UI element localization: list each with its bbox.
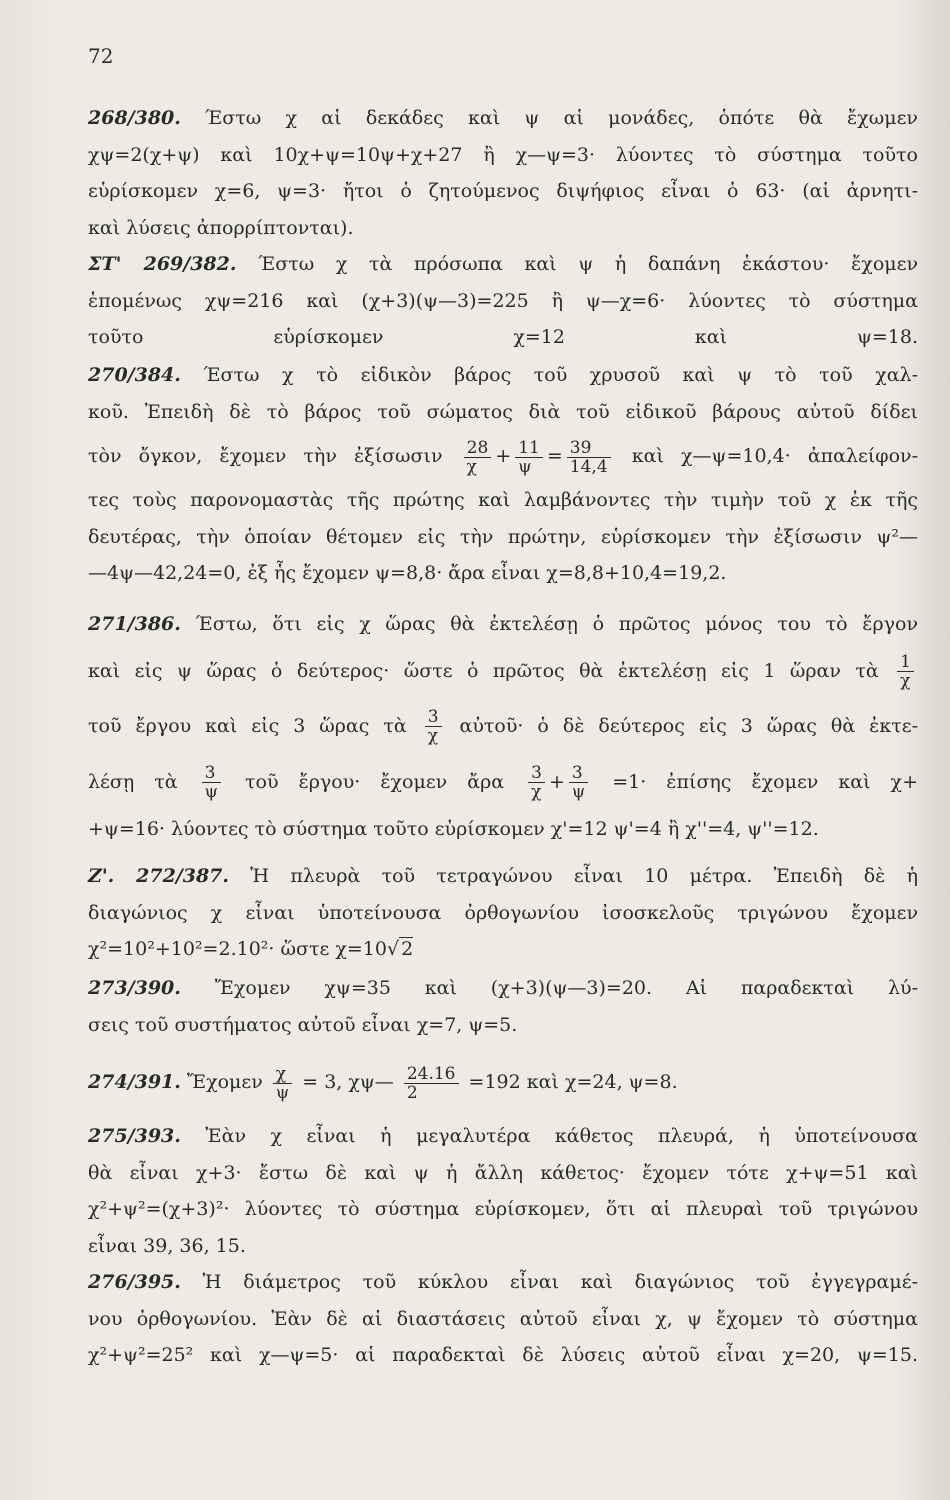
fraction: $\frac{3}{\chi}$ [528, 764, 545, 801]
text-line: Ἡ διάμετρος τοῦ κύκλου εἶναι καὶ διαγώνιος τοῦ ἐγγεγραμέ- [202, 1271, 918, 1293]
problem-label: 276/395. [88, 1271, 181, 1293]
text-line: κοῦ. Ἐπειδὴ δὲ τὸ βάρος τοῦ σώματος διὰ τοῦ εἰδικοῦ βάρους αὐτοῦ δίδει [88, 400, 918, 423]
text-line: τοῦτο εὑρίσκομεν χ=12 καὶ ψ=18. [88, 326, 918, 348]
fraction: $\frac{1}{\chi}$ [897, 653, 914, 690]
text-line: τοῦ ἔργου· ἔχομεν ἄρα [245, 770, 505, 793]
text-line: εὑρίσκομεν χ=6, ψ=3· ἤτοι ὁ ζητούμενος διψήφιος εἶναι ὁ 63· (αἱ ἀρνητι- [88, 180, 918, 202]
fraction: $\frac{3}{\psi}$ [569, 764, 588, 801]
problem-label: 275/393. [88, 1125, 181, 1147]
text-line: λέσῃ τὰ [88, 770, 178, 793]
problem-270: 270/384. Έστω χ τὸ εἰδικὸν βάρος τοῦ χρυσοῦ καὶ ψ τὸ τοῦ χαλ- κοῦ. Ἐπειδὴ δὲ τὸ βάρος τοῦ σώματος διὰ τοῦ εἰδικοῦ βάρους αὐτοῦ δίδει τὸν ὄγκον, ἔχομεν τὴν ἐξίσωσιν $\frac{28}{\chi}$ + $\frac{11}{\psi}$ = $\frac{39}{14,4}$ καὶ χ—ψ=10,4· ἀπαλείφον- τες τοὺς παρονομαστὰς τῆς πρώτης καὶ λαμβάνοντες τὴν τιμὴν τοῦ χ ἐκ τῆς δευτέρας, τὴν ὁποίαν θέτομεν εἰς τὴν πρώτην, εὑρίσκομεν τὴν ἐξίσωσιν ψ²— —4ψ—42,24=0, ἐξ ἧς ἔχομεν ψ=8,8· ἄρα εἶναι χ=8,8+10,4=19,2. [88, 357, 918, 592]
text-line: καὶ εἰς ψ ὥρας ὁ δεύτερος· ὥστε ὁ πρῶτος θὰ ἐκτελέσῃ εἰς 1 ὥραν τὰ [88, 659, 879, 682]
problem-275 [88, 1118, 918, 1264]
problem-label: 273/390. [88, 977, 181, 999]
text-line: Ἔχομεν χψ=35 καὶ (χ+3)(ψ—3)=20. Αἱ παραδεκταὶ λύ- [214, 977, 919, 999]
text-line: τοῦ ἔργου καὶ εἰς 3 ὥρας τὰ [88, 714, 407, 737]
text-line: καὶ χ—ψ=10,4· ἀπαλείφον- [631, 445, 919, 467]
text-line: —4ψ—42,24=0, ἐξ ἧς ἔχομεν ψ=8,8· ἄρα εἶναι χ=8,8+10,4=19,2. [88, 562, 727, 584]
problem-271: 271/386. Έστω, ὅτι εἰς χ ὥρας θὰ ἐκτελέσῃ ὁ πρῶτος μόνος του τὸ ἔργον καὶ εἰς ψ ὥρας ὁ δεύτερος· ὥστε ὁ πρῶτος θὰ ἐκτελέσῃ εἰς 1 ὥραν τὰ $\frac{1}{\chi}$ τοῦ ἔργου καὶ εἰς 3 ὥρας τὰ $\frac{3}{\chi}$ αὐτοῦ· ὁ δὲ δεύτερος εἰς 3 ὥρας θὰ ἐκτε- λέσῃ τὰ $\frac{3}{\psi}$ τοῦ ἔργου· ἔχομεν ἄρα $\frac{3}{\chi}$ + $\frac{3}{\psi}$ =1· ἐπίσης ἔχομεν καὶ χ+ +ψ=16· λύοντες τὸ σύστημα τοῦτο εὑρίσκομεν χ'=12 ψ'=4 ἢ χ''=4, ψ''=12. [88, 606, 918, 847]
text-line: +ψ=16· λύοντες τὸ σύστημα τοῦτο εὑρίσκομεν χ'=12 ψ'=4 ἢ χ''=4, ψ''=12. [88, 817, 819, 840]
text-line: αὐτοῦ· ὁ δὲ δεύτερος εἰς 3 ὥρας θὰ ἐκτε- [459, 714, 919, 737]
problem-label: ΣΤ' 269/382. [88, 253, 237, 275]
problem-269 [88, 246, 918, 356]
problem-274 [88, 1054, 918, 1110]
problem-label: 268/380. [88, 107, 181, 129]
problem-label: 271/386. [88, 613, 181, 635]
fraction: $\frac{24.16}{2}$ [404, 1065, 459, 1102]
text-line: Έστω χ τὰ πρόσωπα καὶ ψ ἡ δαπάνη ἑκάστου· ἔχομεν [258, 253, 918, 275]
text-line: Ἔχομεν [186, 1071, 263, 1093]
text-line: σεις τοῦ συστήματος αὐτοῦ εἶναι χ=7, ψ=5. [88, 1013, 518, 1036]
text-line: εἶναι 39, 36, 15. [88, 1234, 246, 1257]
fraction: $\frac{\chi}{\psi}$ [273, 1065, 292, 1102]
text-line: =192 καὶ χ=24, ψ=8. [468, 1071, 678, 1093]
text-line: = 3, χψ— [302, 1071, 394, 1093]
text-line: χ²=10²+10²=2.10²· ὥστε χ=10√ [88, 938, 400, 960]
problem-label: 274/391. [88, 1071, 181, 1093]
text-line: =1· ἐπίσης ἔχομεν καὶ χ+ [612, 770, 918, 793]
text-line: χ²+ψ²=25² καὶ χ—ψ=5· αἱ παραδεκταὶ δὲ λύσεις αὐτοῦ εἶναι χ=20, ψ=15. [88, 1344, 918, 1366]
problem-label: Ζ'. 272/387. [88, 865, 230, 887]
text-line: χψ=2(χ+ψ) καὶ 10χ+ψ=10ψ+χ+27 ἢ χ—ψ=3· λύοντες τὸ σύστημα τοῦτο [88, 143, 918, 166]
text-line: θὰ εἶναι χ+3· ἔστω δὲ καὶ ψ ἡ ἄλλη κάθετος· ἔχομεν τότε χ+ψ=51 καὶ [88, 1161, 918, 1184]
text-line: Έστω, ὅτι εἰς χ ὥρας θὰ ἐκτελέσῃ ὁ πρῶτος μόνος του τὸ ἔργον [195, 613, 918, 635]
text-line: ἑπομένως χψ=216 καὶ (χ+3)(ψ—3)=225 ἢ ψ—χ=6· λύοντες τὸ σύστημα [88, 289, 918, 312]
problem-276 [88, 1264, 918, 1374]
text-line: διαγώνιος χ εἶναι ὑποτείνουσα ὀρθογωνίου ἰσοσκελοῦς τριγώνου ἔχομεν [88, 901, 918, 924]
text-line: Ἡ πλευρὰ τοῦ τετραγώνου εἶναι 10 μέτρα. Ἐπειδὴ δὲ ἡ [250, 865, 918, 887]
text-line: τες τοὺς παρονομαστὰς τῆς πρώτης καὶ λαμβάνοντες τὴν τιμὴν τοῦ χ ἐκ τῆς [88, 489, 918, 511]
text-line: Έστω χ αἱ δεκάδες καὶ ψ αἱ μονάδες, ὁπότε θὰ ἔχωμεν [205, 107, 918, 129]
problem-label: 270/384. [88, 364, 181, 386]
fraction: $\frac{11}{\psi}$ [515, 439, 543, 476]
fraction: $\frac{28}{\chi}$ [464, 439, 492, 476]
sqrt-radicand: 2 [401, 938, 414, 960]
fraction: $\frac{3}{\psi}$ [202, 764, 221, 801]
text-line: νου ὀρθογωνίου. Ἐὰν δὲ αἱ διαστάσεις αὐτοῦ εἶναι χ, ψ ἔχομεν τὸ σύστημα [88, 1307, 918, 1330]
problem-272 [88, 858, 918, 968]
problem-273 [88, 970, 918, 1043]
text-line: Έστω χ τὸ εἰδικὸν βάρος τοῦ χρυσοῦ καὶ ψ τὸ τοῦ χαλ- [203, 364, 918, 386]
problem-268 [88, 100, 918, 246]
fraction: $\frac{3}{\chi}$ [425, 708, 442, 745]
text-line: χ²+ψ²=(χ+3)²· λύοντες τὸ σύστημα εὑρίσκομεν, ὅτι αἱ πλευραὶ τοῦ τριγώνου [88, 1198, 918, 1220]
text-line: Ἐὰν χ εἶναι ἡ μεγαλυτέρα κάθετος πλευρά, ἡ ὑποτείνουσα [205, 1125, 918, 1147]
text-line: τὸν ὄγκον, ἔχομεν τὴν ἐξίσωσιν [88, 445, 443, 467]
text-line: καὶ λύσεις ἀπορρίπτονται). [88, 216, 354, 239]
text-line: δευτέρας, τὴν ὁποίαν θέτομεν εἰς τὴν πρώτην, εὑρίσκομεν τὴν ἐξίσωσιν ψ²— [88, 525, 918, 548]
fraction: $\frac{39}{14,4}$ [567, 439, 611, 476]
page-number: 72 [88, 44, 114, 68]
